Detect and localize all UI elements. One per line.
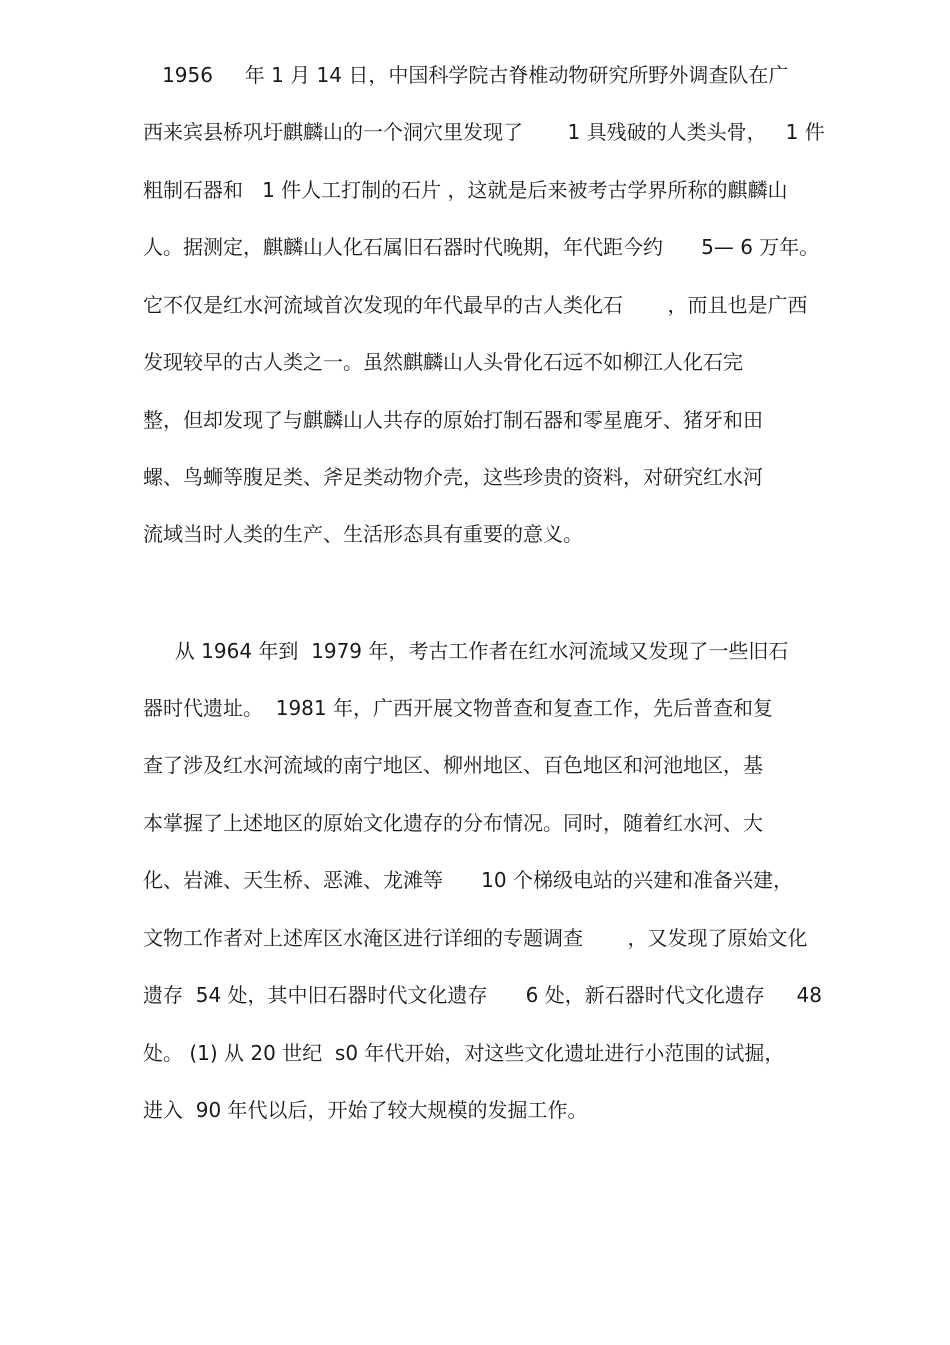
text-line: 人。据测定，麒麟山人化石属旧石器时代晚期，年代距今约 5— 6 万年。 [143, 235, 820, 259]
text-line: 1956 年 1 月 14 日，中国科学院古脊椎动物研究所野外调查队在广 [143, 63, 789, 87]
text-line: 西来宾县桥巩圩麒麟山的一个洞穴里发现了 1 具残破的人类头骨， 1 件 [143, 120, 825, 144]
text-line: 它不仅是红水河流域首次发现的年代最早的古人类化石 ，而且也是广西 [143, 293, 808, 317]
text-line: 器时代遗址。 1981 年，广西开展文物普查和复查工作，先后普查和复 [143, 696, 773, 720]
text-line: 螺、鸟蛳等腹足类、斧足类动物介壳，这些珍贵的资料，对研究红水河 [143, 465, 763, 489]
text-line: 本掌握了上述地区的原始文化遗存的分布情况。同时，随着红水河、大 [143, 811, 763, 835]
text-line: 进入 90 年代以后，开始了较大规模的发掘工作。 [143, 1098, 588, 1122]
text-line: 流域当时人类的生产、生活形态具有重要的意义。 [143, 522, 583, 546]
text-line: 处。 (1) 从 20 世纪 s0 年代开始，对这些文化遗址进行小范围的试掘， [143, 1041, 785, 1065]
text-line: 从 1964 年到 1979 年，考古工作者在红水河流域又发现了一些旧石 [143, 639, 789, 663]
text-line: 遗存 54 处，其中旧石器时代文化遗存 6 处，新石器时代文化遗存 48 [143, 983, 822, 1007]
text-line: 粗制石器和 1 件人工打制的石片 ，这就是后来被考古学界所称的麒麟山 [143, 178, 788, 202]
text-line: 整，但却发现了与麒麟山人共存的原始打制石器和零星鹿牙、猪牙和田 [143, 408, 763, 432]
text-line: 化、岩滩、天生桥、恶滩、龙滩等 10 个梯级电站的兴建和准备兴建， [143, 868, 793, 892]
text-line: 发现较早的古人类之一。虽然麒麟山人头骨化石远不如柳江人化石完 [143, 350, 743, 374]
text-line: 文物工作者对上述库区水淹区进行详细的专题调查 ，又发现了原始文化 [143, 926, 808, 950]
text-line: 查了涉及红水河流域的南宁地区、柳州地区、百色地区和河池地区，基 [143, 753, 763, 777]
